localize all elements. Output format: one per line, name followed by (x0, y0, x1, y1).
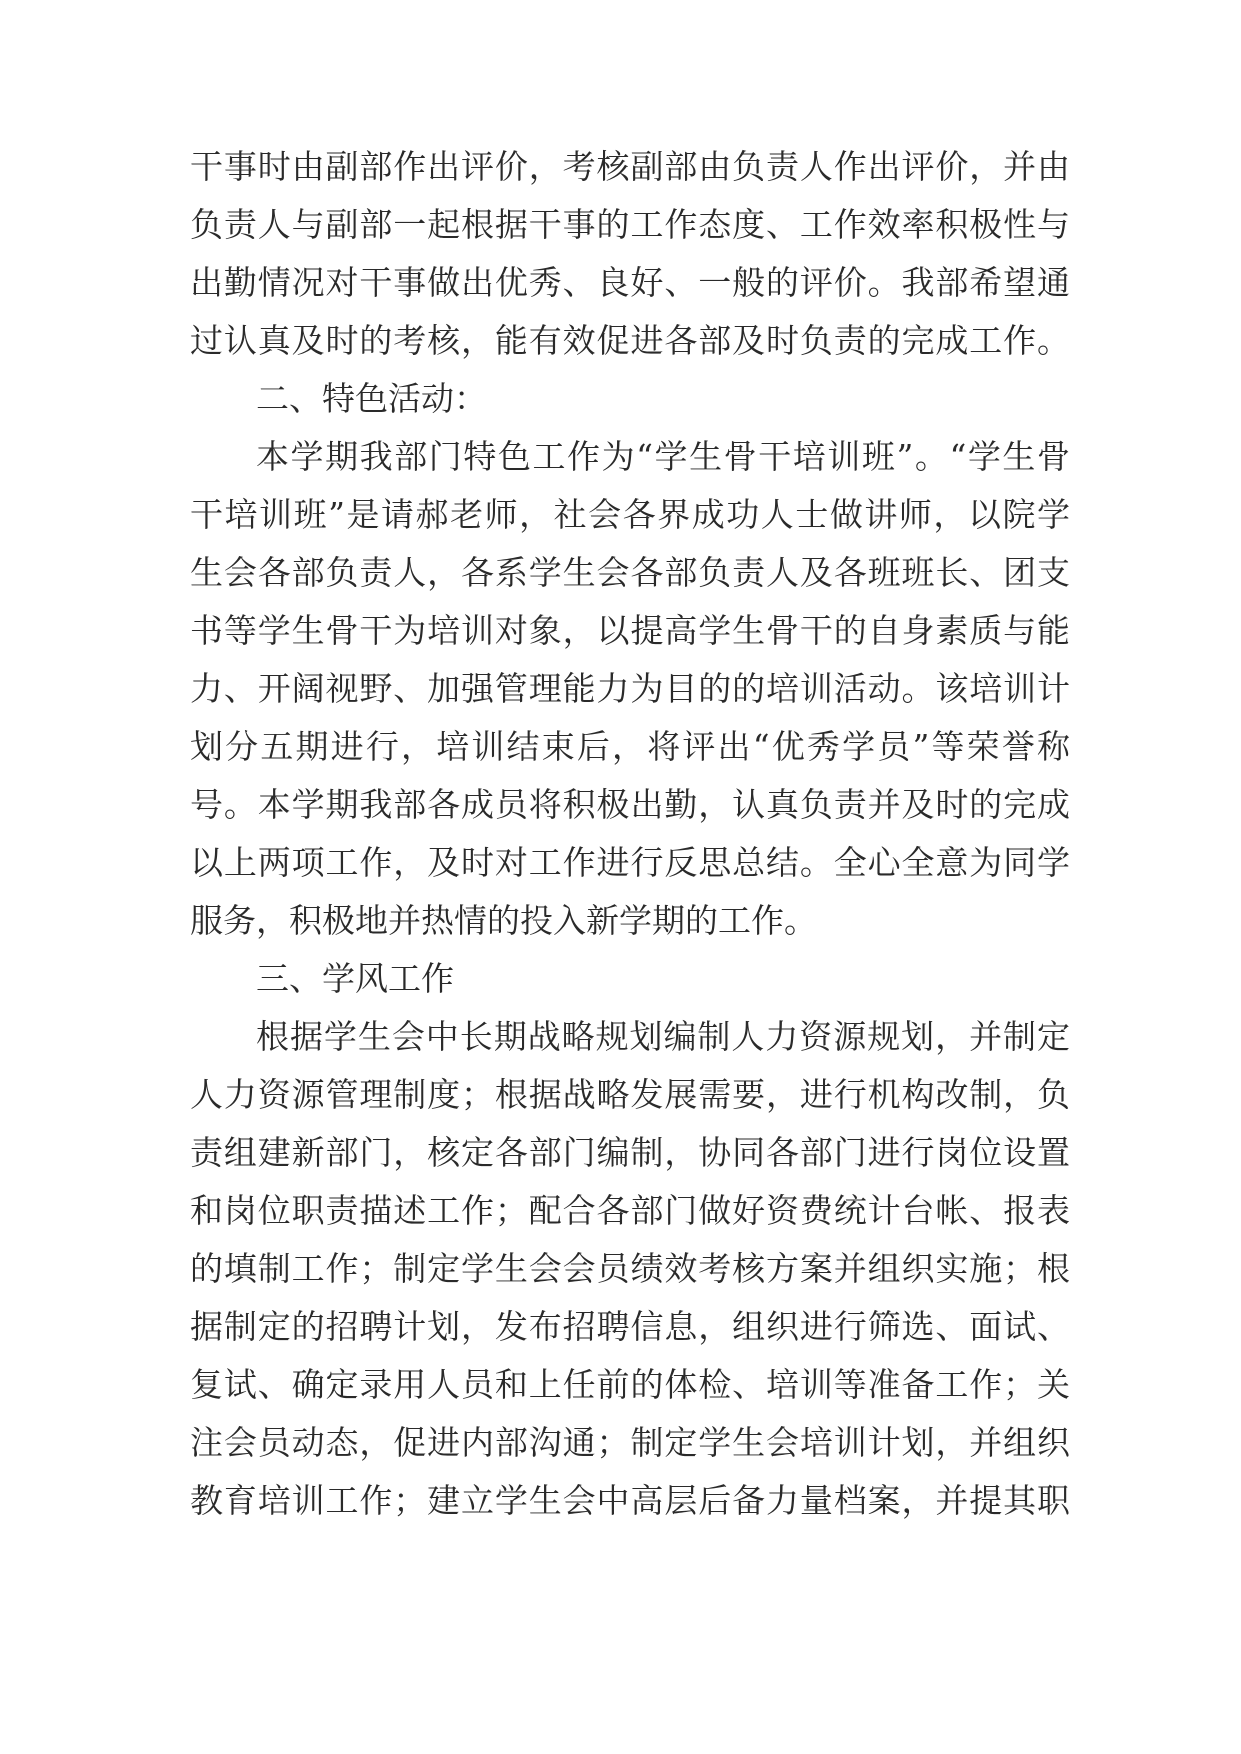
text-line: 生会各部负责人，各系学生会各部负责人及各班班长、团支 (190, 553, 1070, 592)
text-line: 干事时由副部作出评价，考核副部由负责人作出评价，并由 (190, 147, 1070, 186)
text-line: 据制定的招聘计划，发布招聘信息，组织进行筛选、面试、 (190, 1307, 1070, 1346)
text-line: 划分五期进行，培训结束后，将评出“优秀学员”等荣誉称 (190, 727, 1070, 766)
text-line: 力、开阔视野、加强管理能力为目的的培训活动。该培训计 (190, 669, 1070, 708)
text-line: 号。本学期我部各成员将积极出勤，认真负责并及时的完成 (190, 785, 1070, 824)
text-line: 以上两项工作，及时对工作进行反思总结。全心全意为同学 (190, 843, 1070, 882)
text-line: 干培训班”是请郝老师，社会各界成功人士做讲师，以院学 (190, 495, 1070, 534)
text-line: 过认真及时的考核，能有效促进各部及时负责的完成工作。 (190, 321, 1070, 360)
section-heading: 三、学风工作 (256, 959, 454, 998)
text-line: 的填制工作；制定学生会会员绩效考核方案并组织实施；根 (190, 1249, 1070, 1288)
text-line: 复试、确定录用人员和上任前的体检、培训等准备工作；关 (190, 1365, 1070, 1404)
text-line: 教育培训工作；建立学生会中高层后备力量档案，并提其职 (190, 1481, 1070, 1520)
text-line: 注会员动态，促进内部沟通；制定学生会培训计划，并组织 (190, 1423, 1070, 1462)
text-line: 责组建新部门，核定各部门编制，协同各部门进行岗位设置 (190, 1133, 1070, 1172)
text-line: 本学期我部门特色工作为“学生骨干培训班”。“学生骨 (256, 437, 1070, 476)
section-heading: 二、特色活动： (256, 379, 487, 418)
text-line: 服务，积极地并热情的投入新学期的工作。 (190, 901, 817, 940)
text-line: 和岗位职责描述工作；配合各部门做好资费统计台帐、报表 (190, 1191, 1070, 1230)
text-line: 人力资源管理制度；根据战略发展需要，进行机构改制，负 (190, 1075, 1070, 1114)
text-line: 出勤情况对干事做出优秀、良好、一般的评价。我部希望通 (190, 263, 1070, 302)
text-line: 负责人与副部一起根据干事的工作态度、工作效率积极性与 (190, 205, 1070, 244)
text-line: 根据学生会中长期战略规划编制人力资源规划，并制定 (256, 1017, 1070, 1056)
text-line: 书等学生骨干为培训对象，以提高学生骨干的自身素质与能 (190, 611, 1070, 650)
